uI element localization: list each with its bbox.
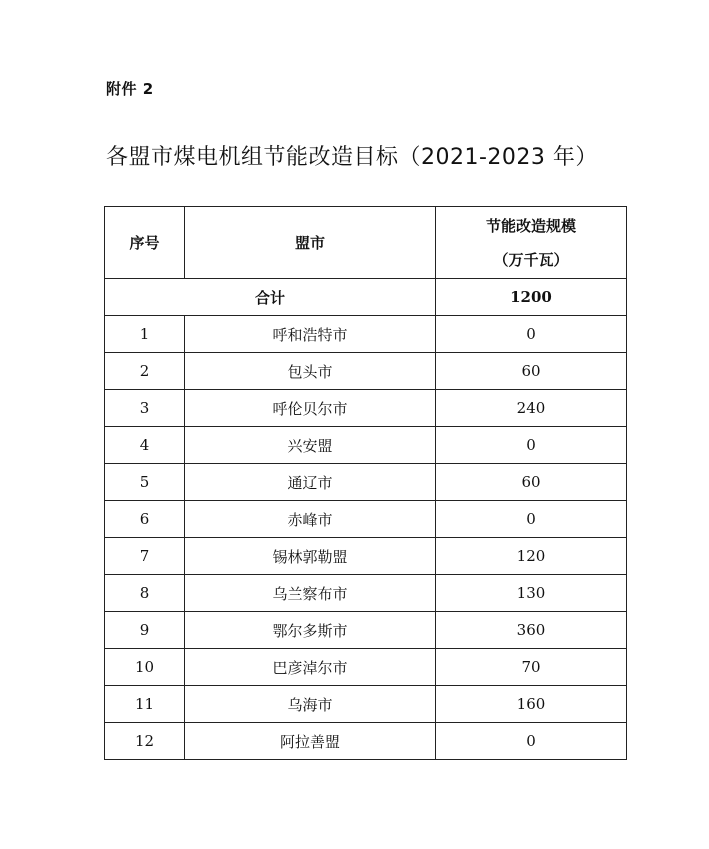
row-seq-cell: 9 — [105, 612, 185, 649]
row-seq-cell: 1 — [105, 316, 185, 353]
row-value-cell: 0 — [436, 723, 627, 760]
table-row — [105, 575, 627, 612]
table-row — [105, 612, 627, 649]
row-value-cell: 0 — [436, 427, 627, 464]
column-header-scale — [436, 207, 627, 279]
row-value-cell: 60 — [436, 353, 627, 390]
row-city-cell: 巴彦淖尔市 — [185, 649, 436, 686]
row-value-cell: 120 — [436, 538, 627, 575]
row-city-cell: 呼伦贝尔市 — [185, 390, 436, 427]
table-row — [105, 723, 627, 760]
row-seq-cell: 7 — [105, 538, 185, 575]
row-seq-cell: 3 — [105, 390, 185, 427]
table-row — [105, 686, 627, 723]
table-row — [105, 538, 627, 575]
row-city-cell: 呼和浩特市 — [185, 316, 436, 353]
row-city-cell: 锡林郭勒盟 — [185, 538, 436, 575]
row-city-cell: 乌兰察布市 — [185, 575, 436, 612]
row-value-cell: 70 — [436, 649, 627, 686]
targets-table — [104, 206, 627, 760]
row-value-cell: 160 — [436, 686, 627, 723]
row-city-cell: 包头市 — [185, 353, 436, 390]
column-header-scale-unit: （万千瓦） — [493, 250, 569, 269]
row-seq-cell: 12 — [105, 723, 185, 760]
row-value-cell: 130 — [436, 575, 627, 612]
table-row — [105, 464, 627, 501]
row-seq-cell: 8 — [105, 575, 185, 612]
row-city-cell: 兴安盟 — [185, 427, 436, 464]
column-header-scale-title: 节能改造规模 — [485, 216, 576, 235]
row-city-cell: 阿拉善盟 — [185, 723, 436, 760]
table-row — [105, 316, 627, 353]
row-value-cell: 360 — [436, 612, 627, 649]
table-header-row — [105, 207, 627, 279]
column-header-city: 盟市 — [185, 207, 436, 279]
row-city-cell: 鄂尔多斯市 — [185, 612, 436, 649]
total-label: 合计 — [105, 279, 436, 316]
row-seq-cell: 4 — [105, 427, 185, 464]
column-header-seq: 序号 — [105, 207, 185, 279]
row-value-cell: 0 — [436, 501, 627, 538]
table-row — [105, 427, 627, 464]
page-title: 各盟市煤电机组节能改造目标（2021-2023 年） — [106, 145, 598, 170]
row-seq-cell: 6 — [105, 501, 185, 538]
row-seq-cell: 5 — [105, 464, 185, 501]
row-city-cell: 乌海市 — [185, 686, 436, 723]
total-row — [105, 279, 627, 316]
row-value-cell: 0 — [436, 316, 627, 353]
row-city-cell: 通辽市 — [185, 464, 436, 501]
row-seq-cell: 11 — [105, 686, 185, 723]
table-row — [105, 353, 627, 390]
table-row — [105, 390, 627, 427]
table-row — [105, 649, 627, 686]
row-value-cell: 240 — [436, 390, 627, 427]
row-value-cell: 60 — [436, 464, 627, 501]
row-seq-cell: 2 — [105, 353, 185, 390]
row-seq-cell: 10 — [105, 649, 185, 686]
table-row — [105, 501, 627, 538]
total-value: 1200 — [436, 279, 627, 316]
row-city-cell: 赤峰市 — [185, 501, 436, 538]
attachment-label: 附件 2 — [106, 80, 154, 98]
